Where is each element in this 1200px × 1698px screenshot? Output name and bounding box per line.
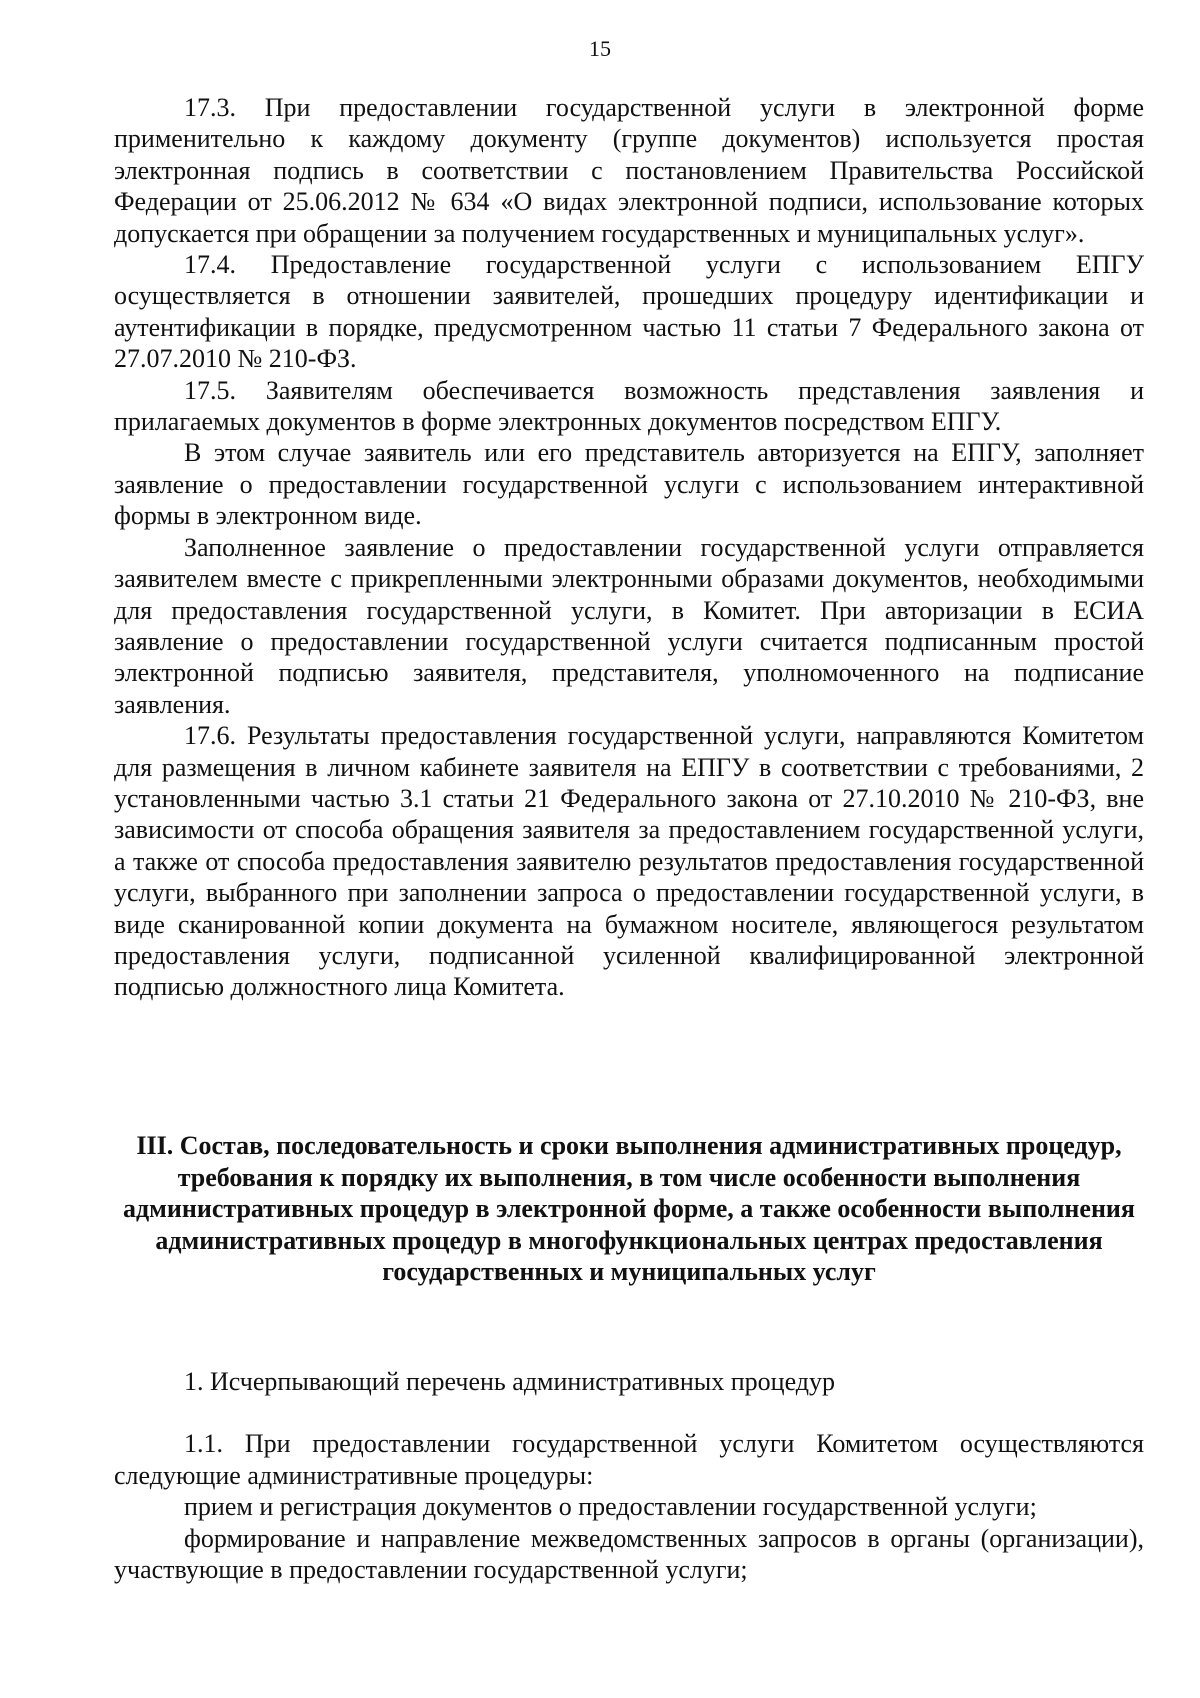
paragraph-application-submission: Заполненное заявление о предоставлении государственной услуги отправляется заявителем вместе с прикрепленными электронными образами документов, необходимыми для предоставления государственной услуги, в Комитет. При авторизации в ЕСИА заявление о предоставлении государственной услуги считается подписанным простой электронной подписью заявителя, представителя, уполномоченного на подписание заявления. <box>114 532 1144 719</box>
subsection <box>114 1366 1144 1585</box>
subsection-title: 1. Исчерпывающий перечень административных процедур <box>184 1367 836 1396</box>
paragraph-1-1: 1.1. При предоставлении государственной услуги Комитетом осуществляются следующие административные процедуры: <box>114 1429 1144 1490</box>
list-item-reception: прием и регистрация документов о предоставлении государственной услуги; <box>184 1492 1037 1522</box>
section-heading: III. Состав, последовательность и сроки выполнения административных процедур, требования к порядку их выполнения, в том числе особенности выполнения административных процедур в электронной форме, а также особенности выполнения административных процедур в многофункциональных центрах предоставления государственных и муниципальных услуг <box>123 1131 1135 1286</box>
paragraph-17-4: 17.4. Предоставление государственной услуги с использованием ЕПГУ осуществляется в отношении заявителей, прошедших процедуру идентификации и аутентификации в порядке, предусмотренном частью 11 статьи 7 Федерального закона от 27.07.2010 № 210-ФЗ. <box>114 250 1144 374</box>
paragraph-17-5: 17.5. Заявителям обеспечивается возможность представления заявления и прилагаемых документов в форме электронных документов посредством ЕПГУ. <box>114 375 1144 437</box>
paragraph-17-3: 17.3. При предоставлении государственной услуги в электронной форме применительно к каждому документу (группе документов) используется простая электронная подпись в соответствии с постановлением Правительства Российской Федерации от 25.06.2012 № 634 «О видах электронной подписи, использование которых допускается при обращении за получением государственных и муниципальных услуг». <box>114 93 1144 248</box>
paragraph-17-6: 17.6. Результаты предоставления государственной услуги, направляются Комитетом для размещения в личном кабинете заявителя на ЕПГУ в соответствии с требованиями, 2 установленными частью 3.1 статьи 21 Федерального закона от 27.10.2010 № 210-ФЗ, вне зависимости от способа обращения заявителя за предоставлением государственной услуги, а также от способа предоставления заявителю результатов предоставления государственной услуги, выбранного при заполнении запроса о предоставлении государственной услуги, в виде сканированной копии документа на бумажном носителе, являющегося результатом предоставления услуги, подписанной усиленной квалифицированной электронной подписью должностного лица Комитета. <box>114 721 1144 1002</box>
paragraph-epgu-authorization: В этом случае заявитель или его представитель авторизуется на ЕПГУ, заполняет заявление о предоставлении государственной услуги с использованием интерактивной формы в электронном виде. <box>114 438 1144 531</box>
page-number: 15 <box>589 36 611 61</box>
document-body <box>114 92 1144 1003</box>
list-item-interagency-requests: формирование и направление межведомственных запросов в органы (организации), участвующие в предоставлении государственной услуги; <box>114 1523 1144 1585</box>
